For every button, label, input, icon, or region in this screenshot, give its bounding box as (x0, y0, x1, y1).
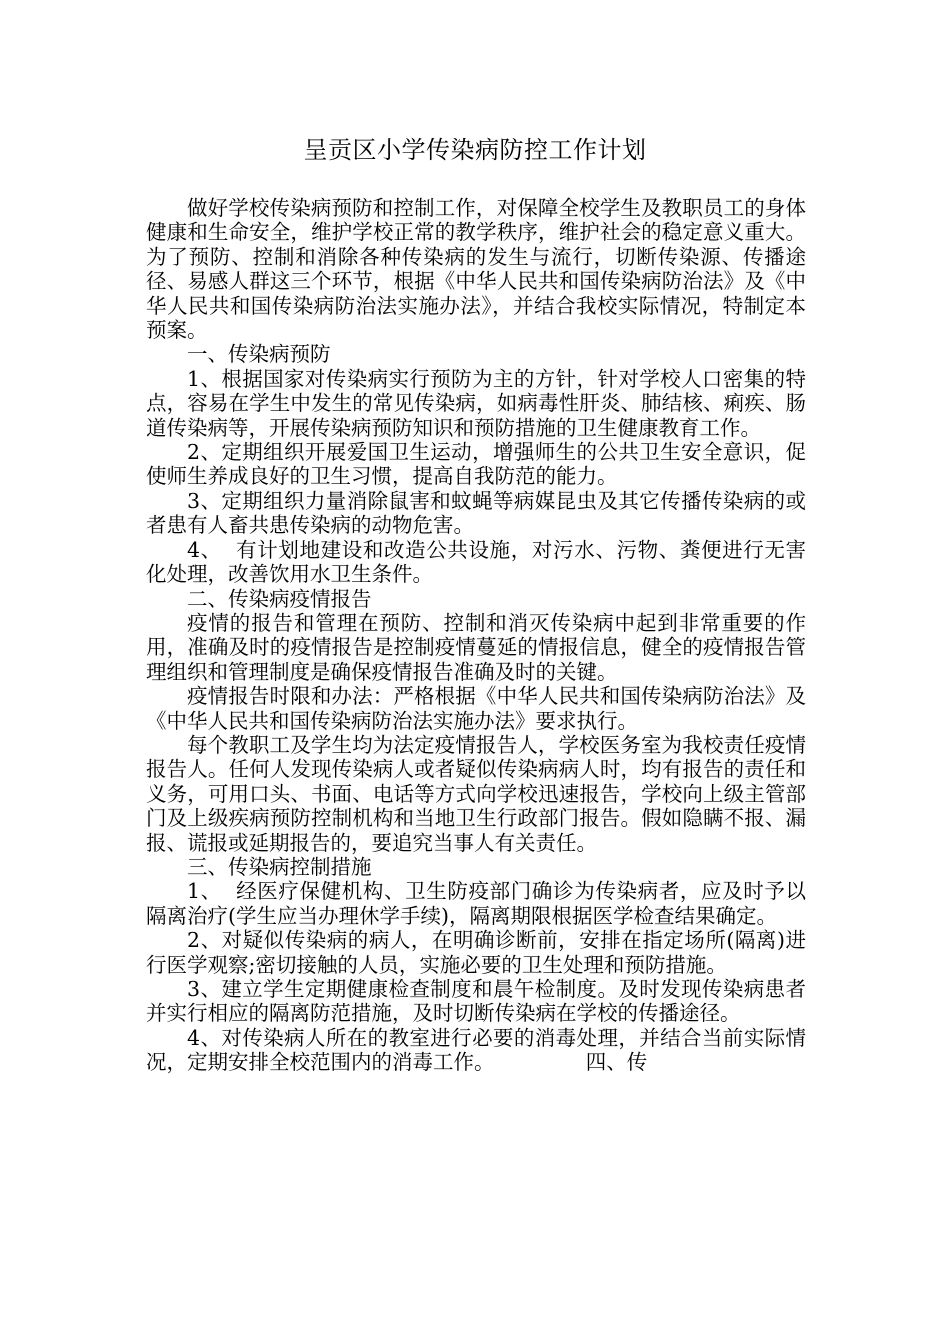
control-item-4: 4、对传染病人所在的教室进行必要的消毒处理，并结合当前实际情况，定期安排全校范围内的消毒工作。 四、传 (146, 1025, 806, 1075)
prevention-item-4: 4、 有计划地建设和改造公共设施，对污水、污物、粪便进行无害化处理，改善饮用水卫生条件。 (146, 537, 806, 587)
document-title: 呈贡区小学传染病防控工作计划 (303, 136, 647, 164)
intro-paragraph: 做好学校传染病预防和控制工作，对保障全校学生及教职员工的身体健康和生命安全，维护学校正常的教学秩序，维护社会的稳定意义重大。为了预防、控制和消除各种传染病的发生与流行，切断传染源、传播途径、易感人群这三个环节，根据《中华人民共和国传染病防治法》及《中华人民共和国传染病防治法实施办法》，并结合我校实际情况，特制定本预案。 (146, 196, 806, 343)
section-heading-reporting: 二、传染病疫情报告 (187, 586, 372, 611)
control-item-3: 3、建立学生定期健康检查制度和晨午检制度。及时发现传染病患者并实行相应的隔离防范措施，及时切断传染病在学校的传播途径。 (146, 977, 806, 1026)
prevention-item-2: 2、定期组织开展爱国卫生运动，增强师生的公共卫生安全意识，促使师生养成良好的卫生习惯，提高自我防范的能力。 (146, 440, 806, 489)
reporting-paragraph-2: 疫情报告时限和办法：严格根据《中华人民共和国传染病防治法》及《中华人民共和国传染病防治法实施办法》要求执行。 (146, 684, 806, 733)
prevention-item-1: 1、根据国家对传染病实行预防为主的方针，针对学校人口密集的特点，容易在学生中发生的常见传染病，如病毒性肝炎、肺结核、痢疾、肠道传染病等，开展传染病预防知识和预防措施的卫生健康教育工作。 (146, 366, 806, 440)
control-item-2: 2、对疑似传染病的病人，在明确诊断前，安排在指定场所(隔离)进行医学观察;密切接触的人员，实施必要的卫生处理和预防措施。 (146, 928, 806, 977)
control-item-1: 1、 经医疗保健机构、卫生防疫部门确诊为传染病者，应及时予以隔离治疗(学生应当办理休学手续)，隔离期限根据医学检查结果确定。 (146, 879, 806, 928)
reporting-paragraph-3: 每个教职工及学生均为法定疫情报告人，学校医务室为我校责任疫情报告人。任何人发现传染病人或者疑似传染病病人时，均有报告的责任和义务，可用口头、书面、电话等方式向学校迅速报告，学校向上级主管部门及上级疾病预防控制机构和当地卫生行政部门报告。假如隐瞒不报、漏报、谎报或延期报告的，要追究当事人有关责任。 (146, 732, 806, 855)
reporting-paragraph-1: 疫情的报告和管理在预防、控制和消灭传染病中起到非常重要的作用，准确及时的疫情报告是控制疫情蔓延的情报信息，健全的疫情报告管理组织和管理制度是确保疫情报告准确及时的关键。 (146, 610, 806, 684)
section-heading-control: 三、传染病控制措施 (187, 854, 372, 879)
section-heading-prevention: 一、传染病预防 (187, 342, 331, 367)
prevention-item-3: 3、定期组织力量消除鼠害和蚊蝇等病媒昆虫及其它传播传染病的或者患有人畜共患传染病的动物危害。 (146, 488, 806, 538)
document-body (146, 196, 806, 1075)
